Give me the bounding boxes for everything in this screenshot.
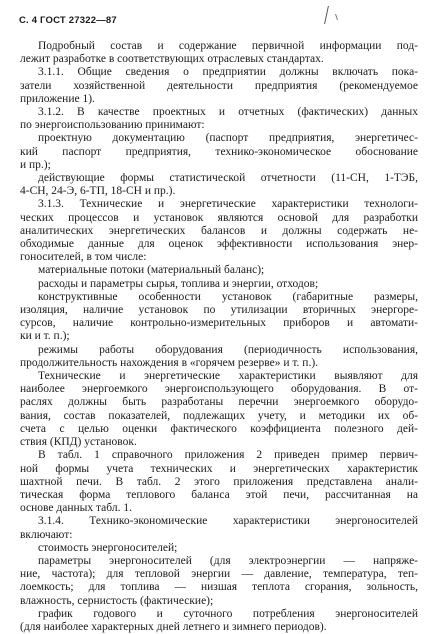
text-line: расходы и параметры сырья, топлива и энергии, отходов;	[38, 277, 319, 290]
text-line: изоляция, наличие установок по утилизации вторичных энергоре-	[20, 304, 418, 317]
text-line: сурсов, наличие контрольно-измерительных приборов и автомати-	[20, 317, 418, 330]
text-line: ной формы учета технических и энергетических характеристик	[20, 462, 418, 475]
page-header: С. 4 ГОСТ 27322—87	[19, 15, 117, 26]
text-line: ствия (КПД) установок.	[20, 436, 137, 449]
paragraph	[20, 172, 418, 198]
text-line: режимы работы оборудования (периодичность использования,	[38, 343, 418, 356]
paragraph	[20, 278, 418, 291]
text-line: лоемкость; для топлива — низшая теплота сгорания, зольность,	[20, 581, 418, 594]
text-line: влажность, сернистость (фактические);	[20, 594, 214, 607]
text-line: 3.1.1. Общие сведения о предприятии должны включать пока-	[38, 66, 418, 79]
text-line: Подробный состав и содержание первичной информации под-	[38, 40, 418, 52]
text-line: раслях должны быть разработаны перечни энергоемкого оборудо-	[20, 396, 418, 409]
text-line: Технические и энергетические характеристики выявляют для	[38, 370, 418, 383]
text-line: приложение 1).	[20, 92, 95, 105]
text-line: ки и т. п.);	[20, 330, 70, 343]
paragraph	[20, 370, 418, 449]
paragraph	[20, 132, 418, 172]
paragraph	[20, 198, 418, 264]
text-line: 3.1.4. Технико-экономические характеристики энергоносителей	[38, 515, 418, 528]
text-line: конструктивные особенности установок (габаритные размеры,	[38, 290, 418, 303]
text-line: стоимость энергоносителей;	[38, 541, 178, 554]
paragraph	[20, 608, 418, 634]
text-line: аналитических энергетических балансов и должны содержать не-	[20, 224, 418, 237]
text-line: ние, частота); для тепловой энергии — давление, температура, теп-	[20, 568, 418, 581]
text-line: проектную документацию (паспорт предприятия, энергетичес-	[38, 132, 418, 145]
paragraph	[20, 40, 418, 66]
text-line: вания, состав показателей, подлежащих учету, и методики их об-	[20, 409, 418, 422]
text-line: 4-СН, 24-Э, 6-ТП, 18-СН и пр.).	[20, 185, 176, 198]
text-line: (для наиболее характерных дней летнего и зимнего периодов).	[20, 620, 327, 633]
pencil-mark	[335, 14, 342, 20]
paragraph	[20, 449, 418, 515]
text-line: В табл. 1 справочного приложения 2 приведен пример первич-	[38, 449, 418, 462]
text-line: основе данных табл. 1.	[20, 502, 132, 515]
text-line: тическая форма теплового баланса этой печи, рассчитанная на	[20, 488, 418, 501]
text-line: график годового и суточного потребления энергоносителей	[38, 607, 418, 620]
paragraph	[20, 66, 418, 106]
text-line: и пр.);	[20, 158, 51, 171]
paragraph	[20, 555, 418, 608]
text-line: материальные потоки (материальный баланс);	[38, 264, 265, 277]
text-line: по энергоиспользованию принимают:	[20, 119, 205, 132]
text-line: обходимые данные для оценок эффективности использования энер-	[20, 238, 418, 251]
text-line: затели хозяйственной деятельности предприятия (рекомендуемое	[20, 79, 418, 92]
paragraph	[20, 542, 418, 555]
text-line: 3.1.2. В качестве проектных и отчетных (фактических) данных	[38, 106, 418, 119]
text-line: 3.1.3. Технические и энергетические характеристики технологи-	[38, 198, 418, 211]
text-line: действующие формы статистической отчетности (11-СН, 1-ТЭБ,	[38, 172, 418, 185]
text-line: включают:	[20, 528, 73, 541]
text-line: кий паспорт предприятия, технико-экономическое обоснование	[20, 145, 418, 158]
text-line: лежит разработке в соответствующих отраслевых стандартах.	[20, 53, 324, 66]
paragraph	[20, 264, 418, 277]
text-line: гоносителей, в том числе:	[20, 251, 147, 264]
body-text	[20, 40, 418, 634]
text-line: наиболее энергоемкого энергоиспользующего оборудования. В от-	[20, 383, 418, 396]
text-line: продолжительность нахождения в «горячем резерве» и т. п.).	[20, 356, 319, 369]
paragraph	[20, 515, 418, 541]
paragraph	[20, 291, 418, 344]
text-line: параметры энергоносителей (для электроэнергии — напряже-	[38, 554, 418, 567]
text-line: ческих процессов и установок являются основой для разработки	[20, 211, 418, 224]
paragraph	[20, 344, 418, 370]
text-line: счета с целью оценки фактического коэффициента полезного дей-	[20, 422, 418, 435]
text-line: шахтной печи. В табл. 2 этого приложения представлена анали-	[20, 475, 418, 488]
paragraph	[20, 106, 418, 132]
